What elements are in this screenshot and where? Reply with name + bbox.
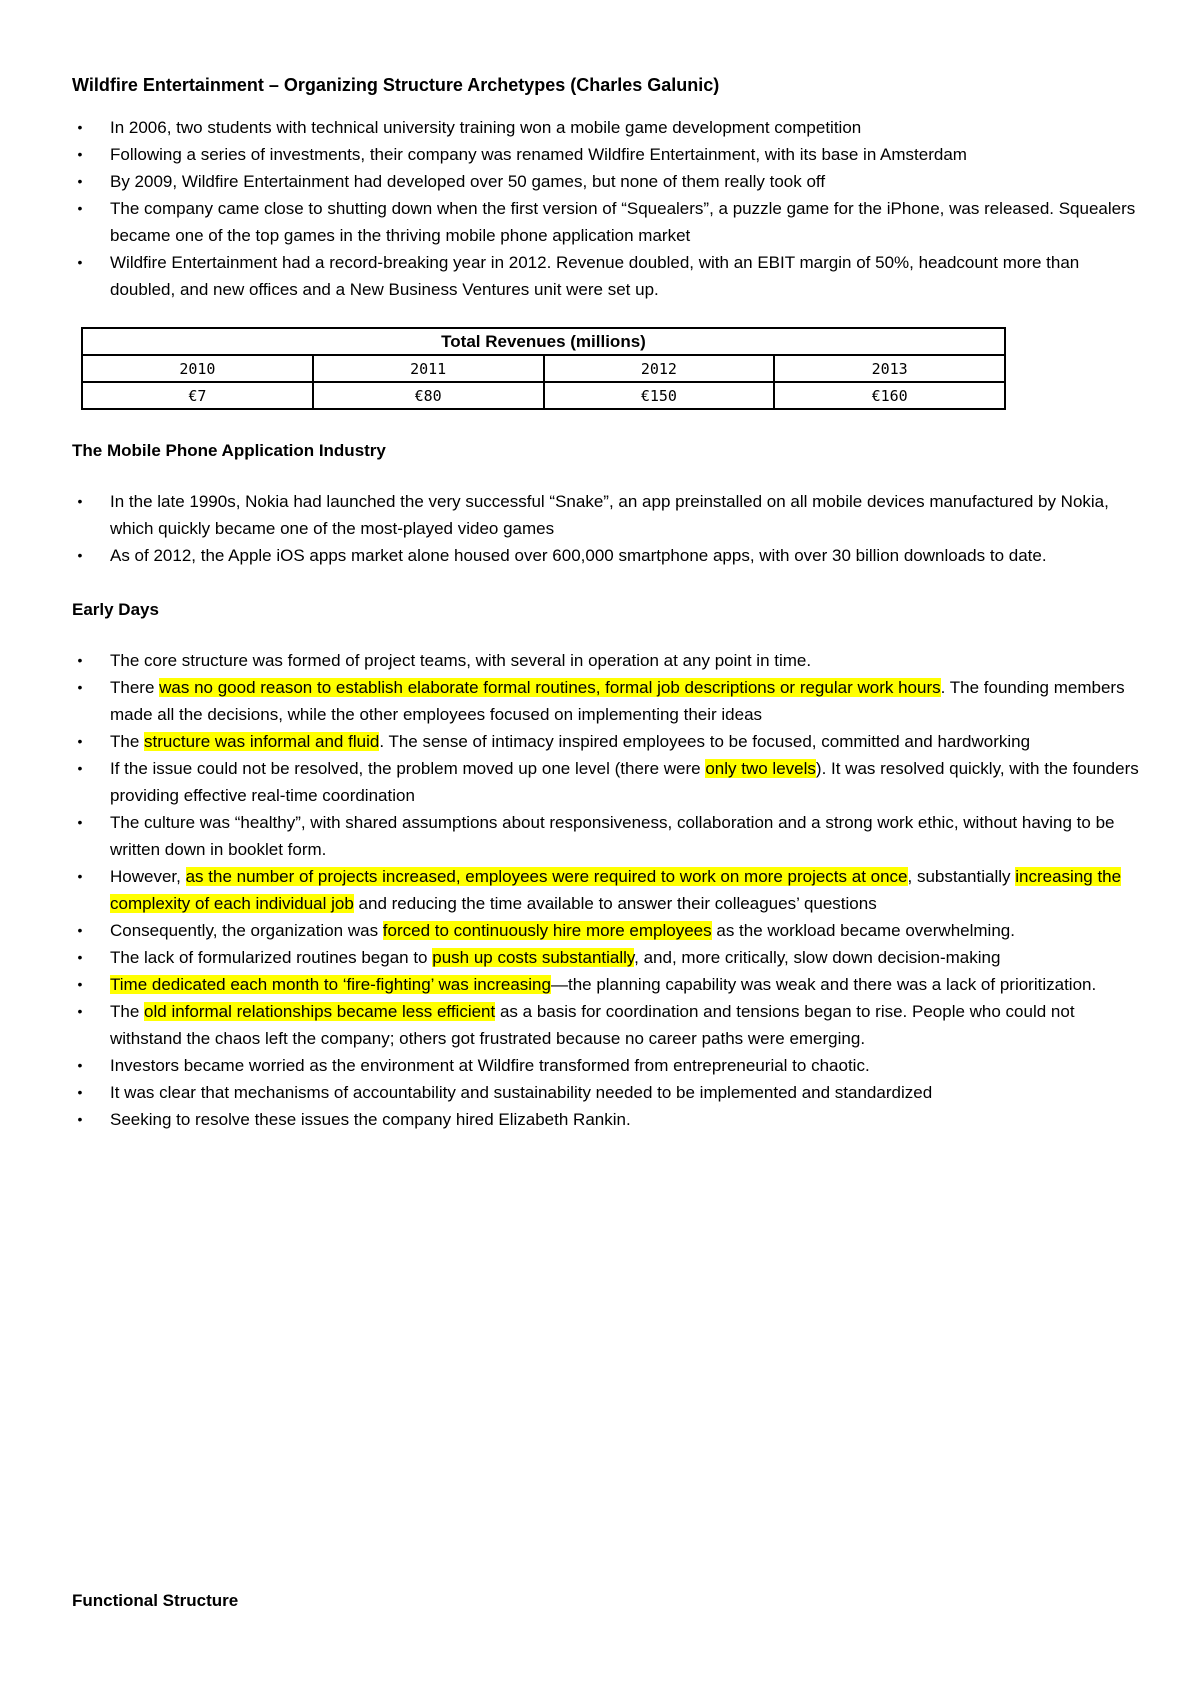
bullet-item bbox=[72, 488, 1142, 542]
bullet-icon: • bbox=[77, 814, 83, 830]
bullet-text: The bbox=[110, 1002, 145, 1021]
bullet-text: , and, more critically, slow down decision-making bbox=[634, 948, 1001, 967]
bullet-icon: • bbox=[77, 493, 83, 509]
revenue-value-cell: €7 bbox=[82, 382, 313, 409]
functional-structure-heading: Functional Structure bbox=[72, 1591, 239, 1610]
bullet-text: Wildfire Entertainment had a record-breaking year in 2012. Revenue doubled, with an EBIT margin of 50%, headcount more than doubled, and new offices and a New Business Ventures unit were set up. bbox=[110, 253, 1080, 299]
bullet-text: The bbox=[110, 732, 145, 751]
bullet-text: The company came close to shutting down when the first version of “Squealers”, a puzzle game for the iPhone, was released. Squealers became one of the top games in the thriving mobile phone application market bbox=[110, 199, 1136, 245]
early-days-bullet-list bbox=[72, 647, 1142, 1133]
highlighted-text: was no good reason to establish elaborate formal routines, formal job descriptions or regular work hours bbox=[159, 678, 941, 697]
revenue-table bbox=[81, 327, 1006, 410]
bullet-text: In 2006, two students with technical university training won a mobile game development competition bbox=[110, 118, 862, 137]
bullet-text: Following a series of investments, their company was renamed Wildfire Entertainment, with its base in Amsterdam bbox=[110, 145, 967, 164]
bullet-text: As of 2012, the Apple iOS apps market alone housed over 600,000 smartphone apps, with over 30 billion downloads to date. bbox=[110, 546, 1047, 565]
bullet-item bbox=[72, 542, 1142, 569]
bullet-text: There bbox=[110, 678, 160, 697]
bullet-item bbox=[72, 168, 1142, 195]
industry-bullet-list bbox=[72, 488, 1142, 569]
highlighted-text: as the number of projects increased, employees were required to work on more projects at once bbox=[185, 867, 908, 886]
bullet-text: Consequently, the organization was bbox=[110, 921, 383, 940]
bullet-icon: • bbox=[77, 679, 83, 695]
document-title: Wildfire Entertainment – Organizing Structure Archetypes (Charles Galunic) bbox=[72, 75, 720, 95]
revenue-value-cell: €150 bbox=[544, 382, 775, 409]
bullet-text: ). It was resolved quickly, with the founders providing effective real-time coordination bbox=[110, 759, 1139, 805]
bullet-icon: • bbox=[77, 760, 83, 776]
bullet-item bbox=[72, 917, 1142, 944]
bullet-text: . The founding members made all the decisions, while the other employees focused on implementing their ideas bbox=[110, 678, 1125, 724]
bullet-text: Investors became worried as the environment at Wildfire transformed from entrepreneurial to chaotic. bbox=[110, 1056, 870, 1075]
revenue-year-cell: 2013 bbox=[774, 355, 1005, 382]
revenue-table-values-row bbox=[82, 382, 1005, 409]
highlighted-text: Time dedicated each month to ‘fire-fighting’ was increasing bbox=[110, 975, 551, 994]
bullet-item bbox=[72, 195, 1142, 249]
bullet-item bbox=[72, 1079, 1142, 1106]
bullet-icon: • bbox=[77, 949, 83, 965]
bullet-item bbox=[72, 944, 1142, 971]
industry-section-heading: The Mobile Phone Application Industry bbox=[72, 441, 386, 460]
revenue-year-cell: 2012 bbox=[544, 355, 775, 382]
revenue-table-header: Total Revenues (millions) bbox=[82, 328, 1005, 355]
highlighted-text: increasing the complexity of each individual job bbox=[110, 867, 1122, 913]
bullet-icon: • bbox=[77, 173, 83, 189]
early-days-section-heading: Early Days bbox=[72, 600, 159, 619]
bullet-item bbox=[72, 971, 1142, 998]
bullet-icon: • bbox=[77, 652, 83, 668]
document-page bbox=[72, 72, 1142, 1133]
bullet-text: The core structure was formed of project teams, with several in operation at any point in time. bbox=[110, 651, 812, 670]
bullet-icon: • bbox=[77, 1057, 83, 1073]
bullet-icon: • bbox=[77, 1084, 83, 1100]
bullet-icon: • bbox=[77, 976, 83, 992]
bullet-item bbox=[72, 674, 1142, 728]
bullet-text: , substantially bbox=[907, 867, 1016, 886]
bullet-item bbox=[72, 249, 1142, 303]
bullet-icon: • bbox=[77, 733, 83, 749]
highlighted-text: old informal relationships became less efficient bbox=[144, 1002, 496, 1021]
bullet-icon: • bbox=[77, 547, 83, 563]
bullet-icon: • bbox=[77, 254, 83, 270]
revenue-table-header-row bbox=[82, 328, 1005, 355]
bullet-icon: • bbox=[77, 200, 83, 216]
bullet-item bbox=[72, 998, 1142, 1052]
revenue-table-years-row bbox=[82, 355, 1005, 382]
bullet-item bbox=[72, 1052, 1142, 1079]
bullet-item bbox=[72, 141, 1142, 168]
bullet-text: However, bbox=[110, 867, 186, 886]
bullet-item bbox=[72, 863, 1142, 917]
bullet-text: and reducing the time available to answer their colleagues’ questions bbox=[353, 894, 877, 913]
bullet-icon: • bbox=[77, 146, 83, 162]
bullet-text: as a basis for coordination and tensions began to rise. People who could not withstand the chaos left the company; others got frustrated because no career paths were emerging. bbox=[110, 1002, 1075, 1048]
revenue-year-cell: 2010 bbox=[82, 355, 313, 382]
intro-bullet-list bbox=[72, 114, 1142, 303]
bullet-text: The lack of formularized routines began to bbox=[110, 948, 433, 967]
bullet-item bbox=[72, 728, 1142, 755]
bullet-icon: • bbox=[77, 1111, 83, 1127]
highlighted-text: structure was informal and fluid bbox=[144, 732, 380, 751]
bullet-item bbox=[72, 755, 1142, 809]
revenue-value-cell: €80 bbox=[313, 382, 544, 409]
bullet-icon: • bbox=[77, 1003, 83, 1019]
highlighted-text: forced to continuously hire more employees bbox=[382, 921, 712, 940]
bullet-item bbox=[72, 1106, 1142, 1133]
bullet-text: It was clear that mechanisms of accountability and sustainability needed to be implemented and standardized bbox=[110, 1083, 933, 1102]
bullet-text: In the late 1990s, Nokia had launched the very successful “Snake”, an app preinstalled on all mobile devices manufactured by Nokia, which quickly became one of the most-played video games bbox=[110, 492, 1109, 538]
bullet-text: —the planning capability was weak and there was a lack of prioritization. bbox=[550, 975, 1097, 994]
highlighted-text: only two levels bbox=[705, 759, 816, 778]
bullet-text: The culture was “healthy”, with shared assumptions about responsiveness, collaboration and a strong work ethic, without having to be written down in booklet form. bbox=[110, 813, 1115, 859]
bullet-item bbox=[72, 114, 1142, 141]
bullet-text: as the workload became overwhelming. bbox=[711, 921, 1015, 940]
bullet-item bbox=[72, 647, 1142, 674]
bullet-text: . The sense of intimacy inspired employees to be focused, committed and hardworking bbox=[379, 732, 1031, 751]
highlighted-text: push up costs substantially bbox=[432, 948, 635, 967]
bullet-icon: • bbox=[77, 922, 83, 938]
revenue-year-cell: 2011 bbox=[313, 355, 544, 382]
bullet-icon: • bbox=[77, 119, 83, 135]
bullet-text: By 2009, Wildfire Entertainment had developed over 50 games, but none of them really took off bbox=[110, 172, 826, 191]
bullet-icon: • bbox=[77, 868, 83, 884]
bullet-text: If the issue could not be resolved, the problem moved up one level (there were bbox=[110, 759, 706, 778]
bullet-text: Seeking to resolve these issues the company hired Elizabeth Rankin. bbox=[110, 1110, 631, 1129]
bullet-item bbox=[72, 809, 1142, 863]
revenue-value-cell: €160 bbox=[774, 382, 1005, 409]
